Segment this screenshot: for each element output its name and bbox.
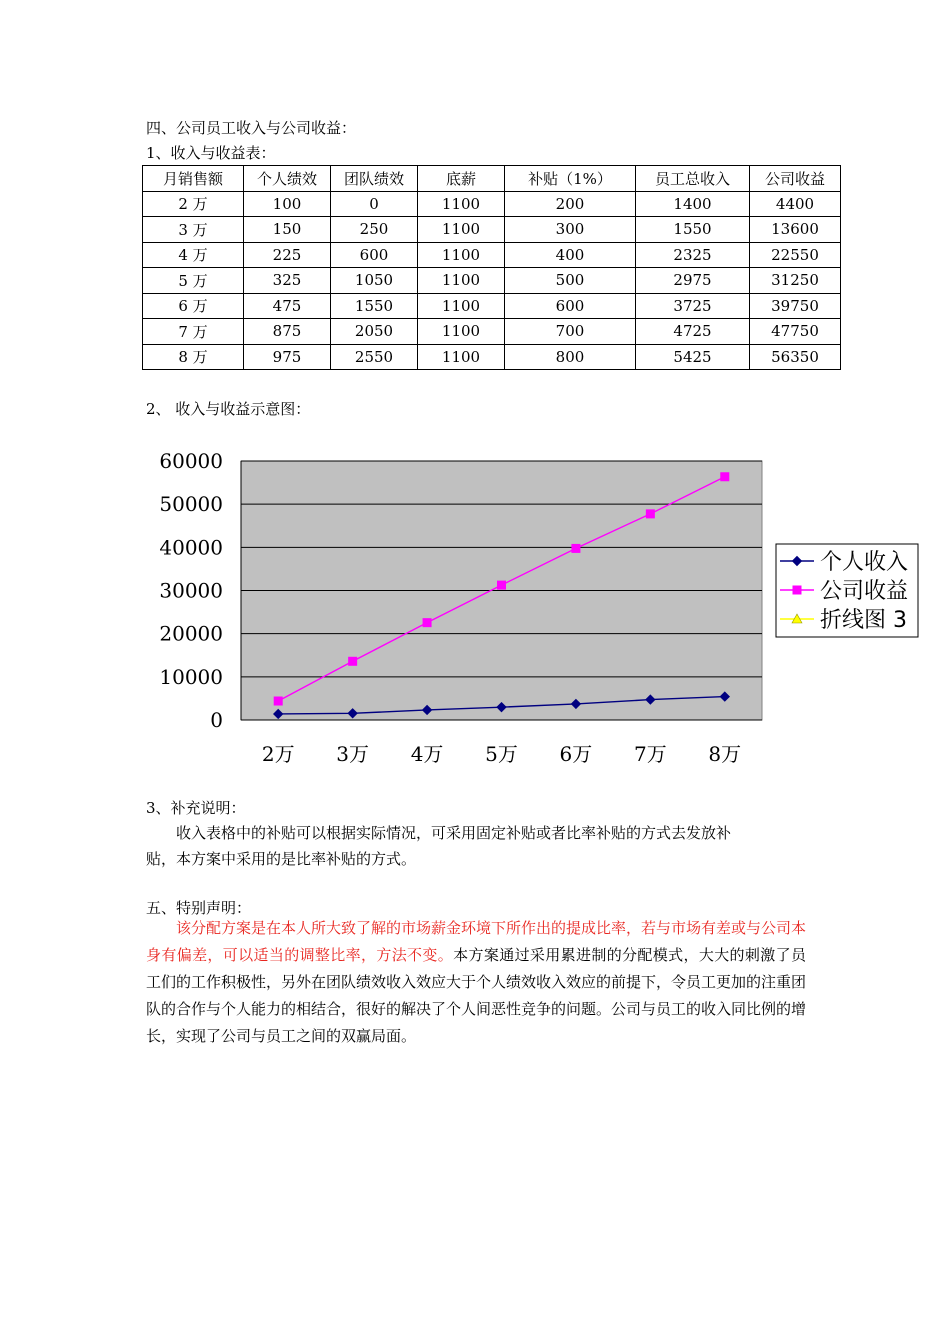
table-cell: 600 bbox=[505, 293, 636, 319]
x-tick-label: 8万 bbox=[708, 742, 742, 766]
header-cell: 底薪 bbox=[418, 166, 505, 192]
table-cell: 250 bbox=[331, 217, 418, 243]
y-tick-label: 20000 bbox=[159, 621, 223, 646]
declaration-text: 本方案通过采用累进制的分配模式，大大的刺激了员工们的工作积极性，另外在团队绩效收入效应大于个人绩效收入效应的前提下，令员工更加的注重团队的合作与个人能力的相结合，很好的解决了个人间恶性竞争的问题。公司与员工的收入同比例的增长，实现了公司与员工之间的双赢局面。 bbox=[146, 946, 807, 1045]
table-cell: 1050 bbox=[331, 268, 418, 294]
table-row bbox=[143, 293, 841, 319]
table-cell: 1400 bbox=[636, 191, 750, 217]
table-cell: 4400 bbox=[750, 191, 841, 217]
declaration-red-text: 该分配方案是在本人所大致了解的市场薪金环境下所作出的提成比率，若与市场有差或与公司本身有偏差，可以适当的调整比率，方法不变。 bbox=[146, 919, 807, 964]
table-cell: 0 bbox=[331, 191, 418, 217]
y-tick-label: 10000 bbox=[159, 664, 223, 689]
table-cell: 8 万 bbox=[143, 344, 244, 370]
table-cell: 1100 bbox=[418, 191, 505, 217]
table-cell: 56350 bbox=[750, 344, 841, 370]
section5-paragraph bbox=[146, 915, 806, 1050]
table-cell: 13600 bbox=[750, 217, 841, 243]
table-cell: 1550 bbox=[636, 217, 750, 243]
table-cell: 1100 bbox=[418, 319, 505, 345]
income-table bbox=[142, 165, 841, 370]
data-point bbox=[572, 544, 580, 552]
table-cell: 700 bbox=[505, 319, 636, 345]
table-cell: 1100 bbox=[418, 217, 505, 243]
table-row bbox=[143, 319, 841, 345]
table-cell: 5 万 bbox=[143, 268, 244, 294]
note-line-2: 贴，本方案中采用的是比率补贴的方式。 bbox=[146, 850, 417, 868]
y-tick-label: 40000 bbox=[159, 535, 223, 560]
table-cell: 1100 bbox=[418, 268, 505, 294]
table-cell: 22550 bbox=[750, 242, 841, 268]
x-tick-label: 3万 bbox=[336, 742, 370, 766]
table-cell: 7 万 bbox=[143, 319, 244, 345]
header-cell: 员工总收入 bbox=[636, 166, 750, 192]
header-cell: 公司收益 bbox=[750, 166, 841, 192]
y-tick-label: 30000 bbox=[159, 578, 223, 603]
table-cell: 500 bbox=[505, 268, 636, 294]
table-cell: 2975 bbox=[636, 268, 750, 294]
section5-heading: 五、特别声明： bbox=[146, 899, 252, 917]
data-point bbox=[721, 473, 729, 481]
table-row bbox=[143, 191, 841, 217]
y-tick-label: 60000 bbox=[159, 449, 223, 473]
table-cell: 475 bbox=[244, 293, 331, 319]
data-point bbox=[423, 619, 431, 627]
table-cell: 1100 bbox=[418, 242, 505, 268]
y-tick-label: 0 bbox=[210, 708, 223, 732]
table-cell: 5425 bbox=[636, 344, 750, 370]
section4-heading: 四、公司员工收入与公司收益： bbox=[146, 119, 357, 137]
header-cell: 团队绩效 bbox=[331, 166, 418, 192]
table-cell: 875 bbox=[244, 319, 331, 345]
table-cell: 3 万 bbox=[143, 217, 244, 243]
table-cell: 225 bbox=[244, 242, 331, 268]
table-cell: 400 bbox=[505, 242, 636, 268]
table-cell: 300 bbox=[505, 217, 636, 243]
table-cell: 31250 bbox=[750, 268, 841, 294]
table-cell: 1100 bbox=[418, 344, 505, 370]
x-tick-label: 2万 bbox=[261, 742, 295, 766]
table-cell: 4 万 bbox=[143, 242, 244, 268]
legend-label: 折线图 3 bbox=[820, 608, 907, 633]
y-tick-label: 50000 bbox=[159, 492, 223, 517]
legend-label: 公司收益 bbox=[820, 579, 909, 604]
table-subheading: 1、收入与收益表： bbox=[146, 144, 276, 162]
table-cell: 800 bbox=[505, 344, 636, 370]
table-header-row bbox=[143, 166, 841, 192]
table-cell: 600 bbox=[331, 242, 418, 268]
data-point bbox=[274, 697, 282, 705]
table-row bbox=[143, 217, 841, 243]
table-cell: 2325 bbox=[636, 242, 750, 268]
header-cell: 补贴（1%） bbox=[505, 166, 636, 192]
table-row bbox=[143, 344, 841, 370]
chart-subheading: 2、 收入与收益示意图： bbox=[146, 400, 311, 418]
table-cell: 2 万 bbox=[143, 191, 244, 217]
legend-marker bbox=[793, 586, 801, 594]
table-cell: 39750 bbox=[750, 293, 841, 319]
table-cell: 200 bbox=[505, 191, 636, 217]
header-cell: 个人绩效 bbox=[244, 166, 331, 192]
data-point bbox=[498, 581, 506, 589]
table-cell: 150 bbox=[244, 217, 331, 243]
header-cell: 月销售额 bbox=[143, 166, 244, 192]
table-cell: 325 bbox=[244, 268, 331, 294]
table-cell: 100 bbox=[244, 191, 331, 217]
table-row bbox=[143, 268, 841, 294]
income-chart bbox=[150, 445, 930, 775]
table-row bbox=[143, 242, 841, 268]
table-cell: 1100 bbox=[418, 293, 505, 319]
table-cell: 47750 bbox=[750, 319, 841, 345]
table-cell: 4725 bbox=[636, 319, 750, 345]
table-cell: 2550 bbox=[331, 344, 418, 370]
legend-label: 个人收入 bbox=[820, 550, 909, 575]
data-point bbox=[646, 510, 654, 518]
x-tick-label: 6万 bbox=[559, 742, 593, 766]
table-cell: 3725 bbox=[636, 293, 750, 319]
x-tick-label: 5万 bbox=[485, 742, 518, 766]
x-tick-label: 7万 bbox=[633, 742, 667, 766]
table-cell: 6 万 bbox=[143, 293, 244, 319]
note-line-1: 收入表格中的补贴可以根据实际情况，可采用固定补贴或者比率补贴的方式去发放补 bbox=[176, 824, 732, 842]
table-cell: 1550 bbox=[331, 293, 418, 319]
table-cell: 975 bbox=[244, 344, 331, 370]
table-cell: 2050 bbox=[331, 319, 418, 345]
x-tick-label: 4万 bbox=[410, 742, 444, 766]
note-heading: 3、补充说明： bbox=[146, 799, 246, 817]
data-point bbox=[349, 657, 357, 665]
